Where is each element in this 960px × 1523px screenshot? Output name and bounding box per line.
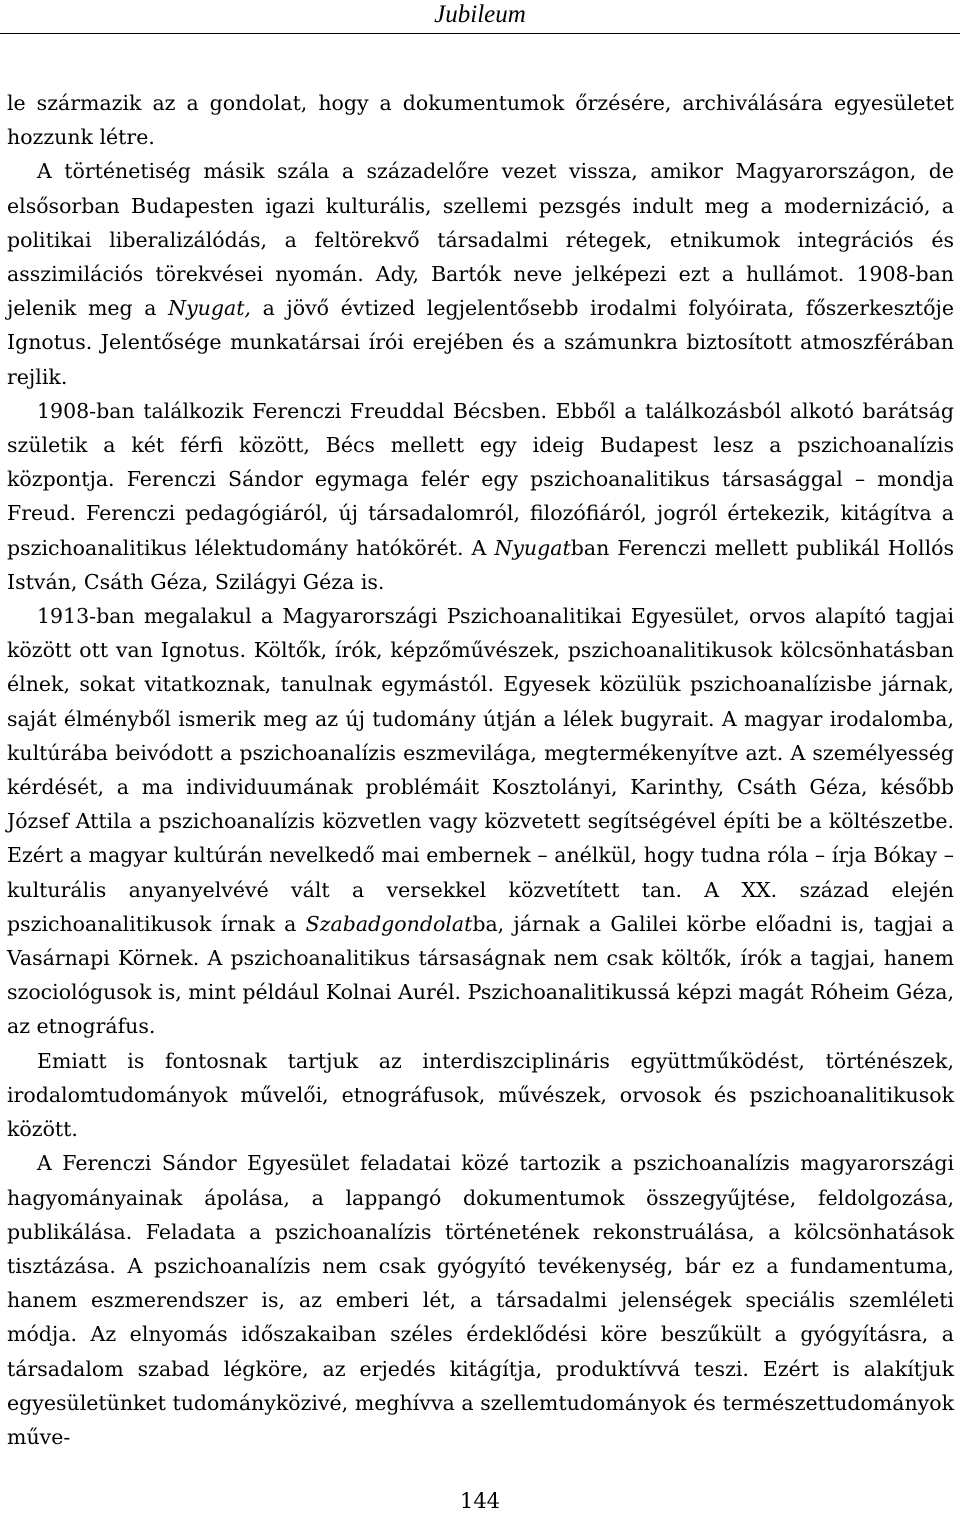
page-number: 144 [459,1489,501,1513]
italic-title: Nyugat [494,535,571,560]
page-header [0,0,960,34]
italic-title: Nyugat, [168,296,251,321]
paragraph [7,86,954,154]
text-run: 1913-ban megalakul a Magyarországi Pszichoanalitikai Egyesület, orvos alapító tagjai között ott van Ignotus. Költők, írók, képzőművészek, pszichoanalitikusok kölcsönhatásban élnek, sokat vitatkoznak, tanulnak egymástól. Egyesek közülük pszichoanalízisbe járnak, saját élményből ismerik meg az új tudomány útján a lélek bugyrait. A magyar irodalomba, kultúrába beivódott a pszichoanalízis eszmevilága, megtermékenyítve azt. A személyesség kérdését, a ma individuumának problémáit Kosztolányi, Karinthy, Csáth Géza, később József Attila a pszichoanalízis közvetlen vagy közvetett segítségével építi be a költészetbe. Ezért a magyar kultúrán nevelkedő mai embernek – anélkül, hogy tudna róla – írja Bókay – kulturális anyanyelvévé vált a versekkel közvetített tan. A XX. század elején pszichoanalitikusok írnak a [7,604,954,936]
text-run: le származik az a gondolat, hogy a dokumentumok őrzésére, archiválására egyesületet hozzunk létre. [7,91,954,150]
text-run: A történetiség másik szála a századelőre vezet vissza, amikor Magyarországon, de elsősorban Budapesten igazi kulturális, szellemi pezsgés indult meg a modernizáció, a politikai liberalizálódás, a feltörekvő társadalmi rétegek, etnikumok integrációs és asszimilációs törekvései nyomán. Ady, Bartók neve jelképezi ezt a hullámot. 1908-ban jelenik meg a [7,159,954,321]
paragraph [7,154,954,393]
paragraph [7,1044,954,1147]
paragraph [7,1146,954,1454]
text-run: ba, járnak a Galilei körbe előadni is, tagjai a Vasárnapi Körnek. A pszichoanalitikus társaságnak nem csak költők, írók a tagjai, hanem szociológusok is, mint például Kolnai Aurél. Pszichoanalitikussá képzi magát Róheim Géza, az etnográfus. [7,911,954,1039]
italic-title: Szabadgondolat [305,911,473,936]
paragraph [7,599,954,1044]
text-run: A Ferenczi Sándor Egyesület feladatai közé tartozik a pszichoanalízis magyarországi hagyományainak ápolása, a lappangó dokumentumok összegyűjtése, feldolgozása, publikálása. Feladata a pszichoanalízis történetének rekonstruálása, a kölcsönhatások tisztázása. A pszichoanalízis nem csak gyógyító tevékenység, bár ez a fundamentuma, hanem eszmerendszer is, az emberi lét, a társadalmi jelenségek speciális szemléleti módja. Az elnyomás időszakaiban széles érdeklődési köre beszűkült a gyógyításra, a társadalom szabad légköre, az erjedés kitágítja, produktívvá teszi. Ezért is alakítjuk egyesületünket tudományközivé, meghívva a szellemtudományok és természettudományok műve- [7,1151,954,1449]
text-run: Emiatt is fontosnak tartjuk az interdiszciplináris együttműködést, történészek, irodalomtudományok művelői, etnográfusok, művészek, orvosok és pszichoanalitikusok között. [7,1048,954,1142]
running-head: Jubileum [434,1,526,28]
text-run: ban Ferenczi mellett publikál Hollós István, Csáth Géza, Szilágyi Géza is. [7,535,954,594]
text-run: 1908-ban találkozik Ferenczi Freuddal Bécsben. Ebből a találkozásból alkotó barátság születik a két férfi között, Bécs mellett egy ideig Budapest lesz a pszichoanalízis központja. Ferenczi Sándor egymaga felér egy pszichoanalitikus társasággal – mondja Freud. Ferenczi pedagógiáról, új társadalomról, filozófiáról, jogról értekezik, kitágítva a pszichoanalitikus lélektudomány hatókörét. A [7,398,954,560]
article-body [7,86,954,1454]
paragraph [7,394,954,599]
text-run: a jövő évtized legjelentősebb irodalmi folyóirata, főszerkesztője Ignotus. Jelentősége munkatársai írói erejében és a számunkra biztosított atmoszférában rejlik. [7,296,955,389]
